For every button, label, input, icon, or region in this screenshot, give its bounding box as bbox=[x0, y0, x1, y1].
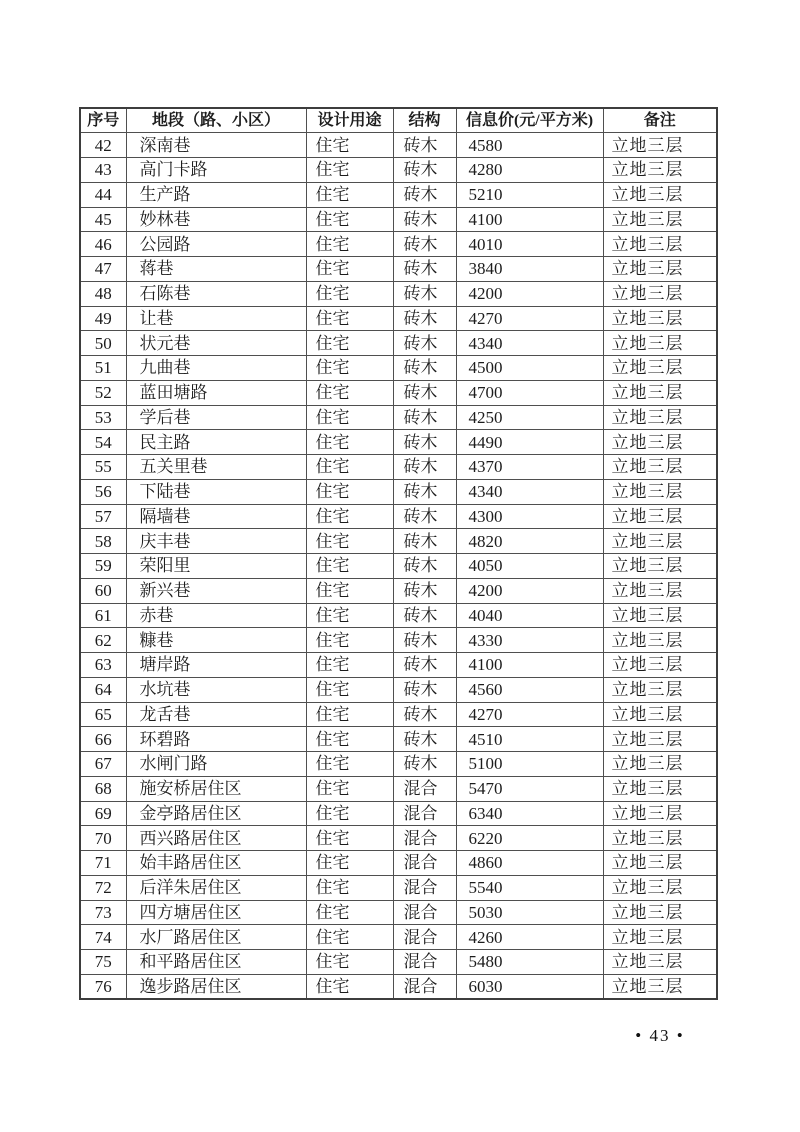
cell-remark: 立地三层 bbox=[603, 702, 717, 727]
table-row bbox=[80, 504, 717, 529]
cell-usage: 住宅 bbox=[306, 826, 393, 851]
cell-structure: 砖木 bbox=[393, 702, 456, 727]
cell-index: 47 bbox=[80, 257, 126, 282]
cell-index: 55 bbox=[80, 455, 126, 480]
cell-structure: 砖木 bbox=[393, 677, 456, 702]
cell-structure: 砖木 bbox=[393, 578, 456, 603]
cell-remark: 立地三层 bbox=[603, 356, 717, 381]
cell-price: 5540 bbox=[456, 875, 603, 900]
cell-price: 4100 bbox=[456, 207, 603, 232]
table-row bbox=[80, 356, 717, 381]
cell-index: 49 bbox=[80, 306, 126, 331]
table-row bbox=[80, 826, 717, 851]
cell-location: 生产路 bbox=[126, 182, 306, 207]
cell-remark: 立地三层 bbox=[603, 776, 717, 801]
table-body bbox=[80, 133, 717, 999]
table-row bbox=[80, 306, 717, 331]
cell-structure: 砖木 bbox=[393, 331, 456, 356]
cell-location: 公园路 bbox=[126, 232, 306, 257]
col-header-price: 信息价(元/平方米) bbox=[456, 108, 603, 133]
cell-location: 环碧路 bbox=[126, 727, 306, 752]
cell-location: 蓝田塘路 bbox=[126, 380, 306, 405]
cell-structure: 混合 bbox=[393, 801, 456, 826]
cell-structure: 砖木 bbox=[393, 603, 456, 628]
table-row bbox=[80, 801, 717, 826]
table-row bbox=[80, 900, 717, 925]
cell-location: 后洋朱居住区 bbox=[126, 875, 306, 900]
cell-usage: 住宅 bbox=[306, 801, 393, 826]
cell-usage: 住宅 bbox=[306, 380, 393, 405]
cell-structure: 混合 bbox=[393, 974, 456, 999]
cell-index: 56 bbox=[80, 479, 126, 504]
cell-structure: 砖木 bbox=[393, 653, 456, 678]
cell-usage: 住宅 bbox=[306, 628, 393, 653]
cell-remark: 立地三层 bbox=[603, 752, 717, 777]
cell-remark: 立地三层 bbox=[603, 826, 717, 851]
cell-price: 4820 bbox=[456, 529, 603, 554]
cell-location: 始丰路居住区 bbox=[126, 851, 306, 876]
cell-location: 塘岸路 bbox=[126, 653, 306, 678]
cell-usage: 住宅 bbox=[306, 405, 393, 430]
cell-location: 金亭路居住区 bbox=[126, 801, 306, 826]
cell-structure: 砖木 bbox=[393, 232, 456, 257]
cell-usage: 住宅 bbox=[306, 182, 393, 207]
cell-usage: 住宅 bbox=[306, 727, 393, 752]
cell-price: 5480 bbox=[456, 950, 603, 975]
cell-price: 4370 bbox=[456, 455, 603, 480]
cell-structure: 砖木 bbox=[393, 504, 456, 529]
cell-structure: 砖木 bbox=[393, 182, 456, 207]
cell-structure: 砖木 bbox=[393, 752, 456, 777]
cell-location: 九曲巷 bbox=[126, 356, 306, 381]
cell-usage: 住宅 bbox=[306, 925, 393, 950]
cell-remark: 立地三层 bbox=[603, 331, 717, 356]
cell-price: 4560 bbox=[456, 677, 603, 702]
cell-structure: 砖木 bbox=[393, 430, 456, 455]
cell-price: 5030 bbox=[456, 900, 603, 925]
cell-price: 4280 bbox=[456, 158, 603, 183]
cell-location: 水厂路居住区 bbox=[126, 925, 306, 950]
cell-usage: 住宅 bbox=[306, 851, 393, 876]
table-row bbox=[80, 281, 717, 306]
cell-location: 和平路居住区 bbox=[126, 950, 306, 975]
cell-price: 4700 bbox=[456, 380, 603, 405]
cell-price: 3840 bbox=[456, 257, 603, 282]
cell-usage: 住宅 bbox=[306, 356, 393, 381]
table-row bbox=[80, 776, 717, 801]
cell-location: 新兴巷 bbox=[126, 578, 306, 603]
table-row bbox=[80, 158, 717, 183]
cell-structure: 混合 bbox=[393, 925, 456, 950]
cell-location: 五关里巷 bbox=[126, 455, 306, 480]
cell-location: 高门卡路 bbox=[126, 158, 306, 183]
table-row bbox=[80, 875, 717, 900]
page-number: • 43 • bbox=[635, 1026, 685, 1045]
cell-usage: 住宅 bbox=[306, 306, 393, 331]
cell-index: 51 bbox=[80, 356, 126, 381]
cell-remark: 立地三层 bbox=[603, 281, 717, 306]
cell-remark: 立地三层 bbox=[603, 455, 717, 480]
table-row bbox=[80, 554, 717, 579]
table-header-row bbox=[80, 108, 717, 133]
table-row bbox=[80, 529, 717, 554]
table-row bbox=[80, 974, 717, 999]
cell-usage: 住宅 bbox=[306, 281, 393, 306]
cell-location: 西兴路居住区 bbox=[126, 826, 306, 851]
table-row bbox=[80, 677, 717, 702]
cell-index: 53 bbox=[80, 405, 126, 430]
table-row bbox=[80, 331, 717, 356]
cell-location: 水坑巷 bbox=[126, 677, 306, 702]
cell-price: 4300 bbox=[456, 504, 603, 529]
cell-location: 让巷 bbox=[126, 306, 306, 331]
cell-usage: 住宅 bbox=[306, 677, 393, 702]
cell-remark: 立地三层 bbox=[603, 801, 717, 826]
cell-remark: 立地三层 bbox=[603, 925, 717, 950]
table-row bbox=[80, 455, 717, 480]
cell-structure: 混合 bbox=[393, 826, 456, 851]
cell-remark: 立地三层 bbox=[603, 554, 717, 579]
table-row bbox=[80, 479, 717, 504]
cell-structure: 砖木 bbox=[393, 554, 456, 579]
cell-remark: 立地三层 bbox=[603, 430, 717, 455]
price-table bbox=[79, 107, 718, 1000]
cell-usage: 住宅 bbox=[306, 603, 393, 628]
cell-price: 4100 bbox=[456, 653, 603, 678]
table-row bbox=[80, 752, 717, 777]
cell-usage: 住宅 bbox=[306, 207, 393, 232]
cell-remark: 立地三层 bbox=[603, 578, 717, 603]
cell-structure: 砖木 bbox=[393, 479, 456, 504]
cell-remark: 立地三层 bbox=[603, 306, 717, 331]
cell-structure: 砖木 bbox=[393, 405, 456, 430]
cell-remark: 立地三层 bbox=[603, 182, 717, 207]
cell-index: 44 bbox=[80, 182, 126, 207]
cell-location: 逸步路居住区 bbox=[126, 974, 306, 999]
table-row bbox=[80, 182, 717, 207]
cell-location: 下陆巷 bbox=[126, 479, 306, 504]
table-row bbox=[80, 380, 717, 405]
cell-index: 67 bbox=[80, 752, 126, 777]
cell-price: 4510 bbox=[456, 727, 603, 752]
cell-structure: 砖木 bbox=[393, 281, 456, 306]
cell-remark: 立地三层 bbox=[603, 133, 717, 158]
cell-index: 76 bbox=[80, 974, 126, 999]
cell-structure: 砖木 bbox=[393, 455, 456, 480]
cell-structure: 砖木 bbox=[393, 158, 456, 183]
cell-location: 深南巷 bbox=[126, 133, 306, 158]
cell-location: 荣阳里 bbox=[126, 554, 306, 579]
cell-price: 6030 bbox=[456, 974, 603, 999]
cell-index: 48 bbox=[80, 281, 126, 306]
cell-location: 蒋巷 bbox=[126, 257, 306, 282]
cell-remark: 立地三层 bbox=[603, 405, 717, 430]
cell-price: 4500 bbox=[456, 356, 603, 381]
cell-price: 4340 bbox=[456, 479, 603, 504]
cell-remark: 立地三层 bbox=[603, 479, 717, 504]
cell-structure: 砖木 bbox=[393, 356, 456, 381]
cell-remark: 立地三层 bbox=[603, 875, 717, 900]
col-header-location: 地段（路、小区） bbox=[126, 108, 306, 133]
cell-index: 62 bbox=[80, 628, 126, 653]
cell-usage: 住宅 bbox=[306, 479, 393, 504]
cell-price: 5100 bbox=[456, 752, 603, 777]
table-row bbox=[80, 257, 717, 282]
table-row bbox=[80, 207, 717, 232]
cell-price: 4270 bbox=[456, 306, 603, 331]
cell-structure: 混合 bbox=[393, 851, 456, 876]
cell-usage: 住宅 bbox=[306, 653, 393, 678]
cell-structure: 砖木 bbox=[393, 133, 456, 158]
cell-index: 57 bbox=[80, 504, 126, 529]
cell-structure: 混合 bbox=[393, 776, 456, 801]
table-row bbox=[80, 628, 717, 653]
cell-price: 4340 bbox=[456, 331, 603, 356]
cell-price: 4050 bbox=[456, 554, 603, 579]
table-row bbox=[80, 727, 717, 752]
cell-usage: 住宅 bbox=[306, 331, 393, 356]
cell-index: 63 bbox=[80, 653, 126, 678]
cell-remark: 立地三层 bbox=[603, 653, 717, 678]
cell-usage: 住宅 bbox=[306, 554, 393, 579]
cell-price: 6220 bbox=[456, 826, 603, 851]
cell-index: 66 bbox=[80, 727, 126, 752]
cell-location: 赤巷 bbox=[126, 603, 306, 628]
cell-usage: 住宅 bbox=[306, 900, 393, 925]
table-row bbox=[80, 603, 717, 628]
table-row bbox=[80, 133, 717, 158]
table-row bbox=[80, 405, 717, 430]
cell-price: 4040 bbox=[456, 603, 603, 628]
cell-index: 61 bbox=[80, 603, 126, 628]
cell-remark: 立地三层 bbox=[603, 158, 717, 183]
cell-price: 4250 bbox=[456, 405, 603, 430]
cell-usage: 住宅 bbox=[306, 504, 393, 529]
cell-usage: 住宅 bbox=[306, 133, 393, 158]
cell-structure: 砖木 bbox=[393, 207, 456, 232]
cell-structure: 混合 bbox=[393, 900, 456, 925]
cell-structure: 砖木 bbox=[393, 306, 456, 331]
cell-index: 75 bbox=[80, 950, 126, 975]
cell-index: 46 bbox=[80, 232, 126, 257]
cell-usage: 住宅 bbox=[306, 529, 393, 554]
cell-location: 妙林巷 bbox=[126, 207, 306, 232]
col-header-remark: 备注 bbox=[603, 108, 717, 133]
cell-remark: 立地三层 bbox=[603, 232, 717, 257]
cell-location: 庆丰巷 bbox=[126, 529, 306, 554]
cell-index: 64 bbox=[80, 677, 126, 702]
cell-remark: 立地三层 bbox=[603, 677, 717, 702]
cell-location: 学后巷 bbox=[126, 405, 306, 430]
table-row bbox=[80, 578, 717, 603]
cell-remark: 立地三层 bbox=[603, 900, 717, 925]
col-header-usage: 设计用途 bbox=[306, 108, 393, 133]
table-row bbox=[80, 950, 717, 975]
cell-location: 民主路 bbox=[126, 430, 306, 455]
cell-usage: 住宅 bbox=[306, 455, 393, 480]
cell-price: 4200 bbox=[456, 578, 603, 603]
cell-remark: 立地三层 bbox=[603, 974, 717, 999]
cell-usage: 住宅 bbox=[306, 158, 393, 183]
cell-remark: 立地三层 bbox=[603, 727, 717, 752]
cell-remark: 立地三层 bbox=[603, 380, 717, 405]
cell-index: 70 bbox=[80, 826, 126, 851]
cell-index: 42 bbox=[80, 133, 126, 158]
cell-price: 4580 bbox=[456, 133, 603, 158]
cell-index: 72 bbox=[80, 875, 126, 900]
cell-location: 水闸门路 bbox=[126, 752, 306, 777]
cell-price: 4860 bbox=[456, 851, 603, 876]
table-row bbox=[80, 430, 717, 455]
col-header-structure: 结构 bbox=[393, 108, 456, 133]
cell-index: 59 bbox=[80, 554, 126, 579]
cell-index: 74 bbox=[80, 925, 126, 950]
cell-remark: 立地三层 bbox=[603, 207, 717, 232]
table-row bbox=[80, 702, 717, 727]
cell-remark: 立地三层 bbox=[603, 851, 717, 876]
cell-structure: 砖木 bbox=[393, 380, 456, 405]
cell-location: 糠巷 bbox=[126, 628, 306, 653]
cell-price: 4330 bbox=[456, 628, 603, 653]
cell-structure: 砖木 bbox=[393, 529, 456, 554]
cell-structure: 砖木 bbox=[393, 628, 456, 653]
cell-location: 四方塘居住区 bbox=[126, 900, 306, 925]
cell-usage: 住宅 bbox=[306, 752, 393, 777]
cell-location: 隔墙巷 bbox=[126, 504, 306, 529]
cell-usage: 住宅 bbox=[306, 232, 393, 257]
cell-index: 45 bbox=[80, 207, 126, 232]
cell-index: 54 bbox=[80, 430, 126, 455]
cell-index: 71 bbox=[80, 851, 126, 876]
cell-usage: 住宅 bbox=[306, 776, 393, 801]
cell-usage: 住宅 bbox=[306, 875, 393, 900]
cell-price: 4260 bbox=[456, 925, 603, 950]
cell-price: 4270 bbox=[456, 702, 603, 727]
cell-remark: 立地三层 bbox=[603, 504, 717, 529]
table-row bbox=[80, 653, 717, 678]
cell-index: 65 bbox=[80, 702, 126, 727]
cell-structure: 砖木 bbox=[393, 257, 456, 282]
cell-location: 施安桥居住区 bbox=[126, 776, 306, 801]
cell-index: 58 bbox=[80, 529, 126, 554]
col-header-index: 序号 bbox=[80, 108, 126, 133]
cell-usage: 住宅 bbox=[306, 430, 393, 455]
cell-index: 43 bbox=[80, 158, 126, 183]
cell-remark: 立地三层 bbox=[603, 257, 717, 282]
cell-price: 4490 bbox=[456, 430, 603, 455]
table-row bbox=[80, 851, 717, 876]
cell-price: 5470 bbox=[456, 776, 603, 801]
cell-location: 龙舌巷 bbox=[126, 702, 306, 727]
cell-index: 60 bbox=[80, 578, 126, 603]
cell-remark: 立地三层 bbox=[603, 603, 717, 628]
cell-remark: 立地三层 bbox=[603, 529, 717, 554]
cell-price: 6340 bbox=[456, 801, 603, 826]
cell-usage: 住宅 bbox=[306, 974, 393, 999]
cell-usage: 住宅 bbox=[306, 578, 393, 603]
cell-structure: 混合 bbox=[393, 950, 456, 975]
cell-price: 4200 bbox=[456, 281, 603, 306]
cell-location: 状元巷 bbox=[126, 331, 306, 356]
cell-structure: 砖木 bbox=[393, 727, 456, 752]
cell-index: 69 bbox=[80, 801, 126, 826]
cell-index: 52 bbox=[80, 380, 126, 405]
table-row bbox=[80, 925, 717, 950]
cell-remark: 立地三层 bbox=[603, 628, 717, 653]
cell-remark: 立地三层 bbox=[603, 950, 717, 975]
cell-index: 50 bbox=[80, 331, 126, 356]
cell-price: 4010 bbox=[456, 232, 603, 257]
cell-usage: 住宅 bbox=[306, 257, 393, 282]
cell-index: 73 bbox=[80, 900, 126, 925]
table-row bbox=[80, 232, 717, 257]
cell-index: 68 bbox=[80, 776, 126, 801]
cell-usage: 住宅 bbox=[306, 950, 393, 975]
cell-usage: 住宅 bbox=[306, 702, 393, 727]
cell-location: 石陈巷 bbox=[126, 281, 306, 306]
cell-price: 5210 bbox=[456, 182, 603, 207]
cell-structure: 混合 bbox=[393, 875, 456, 900]
